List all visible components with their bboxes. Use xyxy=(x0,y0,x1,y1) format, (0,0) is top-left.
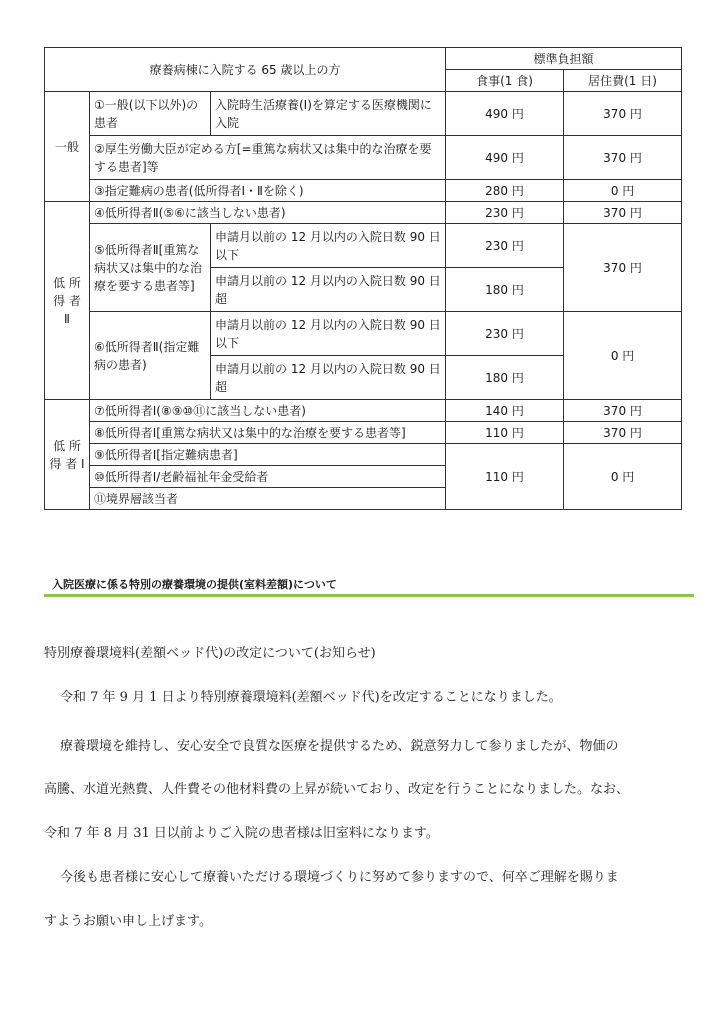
row5-stay: 370 円 xyxy=(564,224,682,312)
row10-label: ⑩低所得者Ⅰ/老齢福祉年金受給者 xyxy=(90,466,446,488)
row9-11-meal: 110 円 xyxy=(446,444,564,510)
category-low-income-1: 低 所 得 者 Ⅰ xyxy=(45,400,90,510)
row6b-meal: 180 円 xyxy=(446,356,564,400)
header-meal: 食事(1 食) xyxy=(446,70,564,92)
notice-line-1: 令和 7 年 9 月 1 日より特別療養環境料(差額ベッド代)を改定することになりました。 xyxy=(60,690,562,705)
row9-label: ⑨低所得者Ⅰ[指定難病患者] xyxy=(90,444,446,466)
row7-label: ⑦低所得者Ⅰ(⑧⑨⑩⑪に該当しない患者) xyxy=(90,400,446,422)
header-standard-fee: 標準負担額 xyxy=(446,48,682,70)
row4-meal: 230 円 xyxy=(446,202,564,224)
row5b-meal: 180 円 xyxy=(446,268,564,312)
row6-label: ⑥低所得者Ⅱ(指定難病の患者) xyxy=(90,312,211,400)
row5a-detail: 申請月以前の 12 月以内の入院日数 90 日以下 xyxy=(211,224,446,268)
row6-stay: 0 円 xyxy=(564,312,682,400)
row3-stay: 0 円 xyxy=(564,180,682,202)
row6b-detail: 申請月以前の 12 月以内の入院日数 90 日超 xyxy=(211,356,446,400)
fee-table xyxy=(44,47,682,510)
category-low-income-2: 低 所 得 者 Ⅱ xyxy=(45,202,90,400)
row1-label: ①一般(以下以外)の患者 xyxy=(90,92,211,136)
row8-meal: 110 円 xyxy=(446,422,564,444)
row5a-meal: 230 円 xyxy=(446,224,564,268)
row5b-detail: 申請月以前の 12 月以内の入院日数 90 日超 xyxy=(211,268,446,312)
notice-line-4: 令和 7 年 8 月 31 日以前よりご入院の患者様は旧室料になります。 xyxy=(44,826,439,841)
notice-line-2: 療養環境を維持し、安心安全で良質な医療を提供するため、鋭意努力して参りましたが、物価の xyxy=(60,739,619,754)
row3-meal: 280 円 xyxy=(446,180,564,202)
row6a-detail: 申請月以前の 12 月以内の入院日数 90 日以下 xyxy=(211,312,446,356)
row8-label: ⑧低所得者Ⅰ[重篤な病状又は集中的な治療を要する患者等] xyxy=(90,422,446,444)
row7-stay: 370 円 xyxy=(564,400,682,422)
notice-line-6: すようお願い申し上げます。 xyxy=(44,914,212,929)
row1-meal: 490 円 xyxy=(446,92,564,136)
row9-11-stay: 0 円 xyxy=(564,444,682,510)
row1-detail: 入院時生活療養(Ⅰ)を算定する医療機関に入院 xyxy=(211,92,446,136)
notice-heading: 特別療養環境料(差額ベッド代)の改定について(お知らせ) xyxy=(44,646,376,661)
section-title: 入院医療に係る特別の療養環境の提供(室料差額)について xyxy=(52,578,337,591)
header-stay: 居住費(1 日) xyxy=(564,70,682,92)
row5-label: ⑤低所得者Ⅱ[重篤な病状又は集中的な治療を要する患者等] xyxy=(90,224,211,312)
row4-label: ④低所得者Ⅱ(⑤⑥に該当しない患者) xyxy=(90,202,446,224)
row2-label: ②厚生労働大臣が定める方[=重篤な病状又は集中的な治療を要する患者]等 xyxy=(90,136,446,180)
row8-stay: 370 円 xyxy=(564,422,682,444)
row11-label: ⑪境界層該当者 xyxy=(90,488,446,510)
row4-stay: 370 円 xyxy=(564,202,682,224)
row2-stay: 370 円 xyxy=(564,136,682,180)
row1-stay: 370 円 xyxy=(564,92,682,136)
section-divider xyxy=(44,594,694,597)
notice-line-5: 今後も患者様に安心して療養いただける環境づくりに努めて参りますので、何卒ご理解を賜りま xyxy=(60,870,619,885)
row6a-meal: 230 円 xyxy=(446,312,564,356)
row7-meal: 140 円 xyxy=(446,400,564,422)
header-main: 療養病棟に入院する 65 歳以上の方 xyxy=(45,48,446,92)
row3-label: ③指定難病の患者(低所得者Ⅰ・Ⅱを除く) xyxy=(90,180,446,202)
notice-line-3: 高騰、水道光熱費、人件費その他材料費の上昇が続いており、改定を行うことになりました。なお、 xyxy=(44,782,630,797)
row2-meal: 490 円 xyxy=(446,136,564,180)
category-general: 一般 xyxy=(45,92,90,202)
